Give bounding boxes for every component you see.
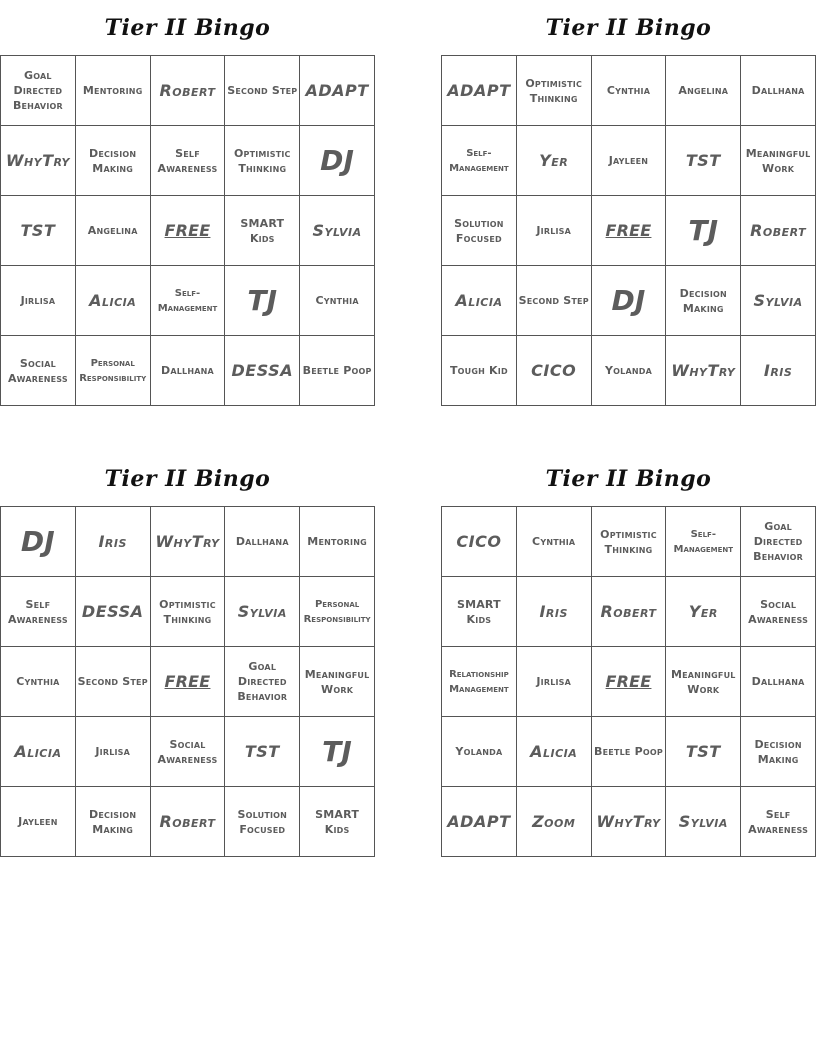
bingo-row — [1, 336, 375, 406]
bingo-cell: TST — [1, 196, 76, 266]
bingo-cell: Jirlisa — [516, 647, 591, 717]
bingo-cell: TST — [225, 717, 300, 787]
bingo-row — [442, 577, 816, 647]
bingo-cell: Dallhana — [741, 56, 816, 126]
bingo-cell: Cynthia — [1, 647, 76, 717]
bingo-cell: Robert — [150, 787, 225, 857]
bingo-cell: Meaningful Work — [741, 126, 816, 196]
bingo-cell: DESSA — [75, 577, 150, 647]
bingo-row — [442, 336, 816, 406]
bingo-card-2 — [441, 0, 816, 406]
bingo-cell: DESSA — [225, 336, 300, 406]
bingo-row — [1, 787, 375, 857]
bingo-cell: FREE — [591, 647, 666, 717]
bingo-cell: Relationship Management — [442, 647, 517, 717]
bingo-cell: Personal Responsibility — [300, 577, 375, 647]
bingo-cell: Optimistic Thinking — [225, 126, 300, 196]
bingo-cell: Robert — [741, 196, 816, 266]
bingo-cell: TJ — [225, 266, 300, 336]
bingo-cell: SMART Kids — [442, 577, 517, 647]
bingo-cell: FREE — [591, 196, 666, 266]
bingo-cell: Goal Directed Behavior — [1, 56, 76, 126]
bingo-cell: Self Awareness — [741, 787, 816, 857]
bingo-cell: Mentoring — [300, 507, 375, 577]
bingo-cell: Yolanda — [591, 336, 666, 406]
bingo-cell: Solution Focused — [225, 787, 300, 857]
bingo-cell: Iris — [516, 577, 591, 647]
bingo-cell: Optimistic Thinking — [150, 577, 225, 647]
bingo-row — [442, 717, 816, 787]
bingo-cell: Goal Directed Behavior — [741, 507, 816, 577]
bingo-row — [442, 56, 816, 126]
bingo-cell: Alicia — [442, 266, 517, 336]
bingo-cell: Iris — [741, 336, 816, 406]
bingo-cell: Second Step — [75, 647, 150, 717]
bingo-cell: Jirlisa — [516, 196, 591, 266]
bingo-cell: Social Awareness — [741, 577, 816, 647]
bingo-cell: Zoom — [516, 787, 591, 857]
bingo-cell: Tough Kid — [442, 336, 517, 406]
bingo-cell: Self Awareness — [150, 126, 225, 196]
bingo-cell: WhyTry — [666, 336, 741, 406]
bingo-cell: Decision Making — [75, 126, 150, 196]
bingo-cell: Robert — [150, 56, 225, 126]
bingo-row — [442, 196, 816, 266]
bingo-cell: Self-Management — [442, 126, 517, 196]
bingo-row — [1, 507, 375, 577]
bingo-cell: Dallhana — [225, 507, 300, 577]
bingo-cell: DJ — [300, 126, 375, 196]
bingo-cell: Decision Making — [741, 717, 816, 787]
card-title: Tier II Bingo — [545, 15, 712, 41]
bingo-cell: Goal Directed Behavior — [225, 647, 300, 717]
bingo-row — [442, 126, 816, 196]
bingo-cell: Beetle Poop — [591, 717, 666, 787]
bingo-card-1 — [0, 0, 375, 406]
bingo-grid — [441, 506, 816, 857]
bingo-cell: Solution Focused — [442, 196, 517, 266]
bingo-cell: Alicia — [75, 266, 150, 336]
bingo-cell: SMART Kids — [300, 787, 375, 857]
bingo-cell: Alicia — [516, 717, 591, 787]
bingo-grid — [0, 506, 375, 857]
bingo-cell: Self Awareness — [1, 577, 76, 647]
bingo-cell: Sylvia — [225, 577, 300, 647]
bingo-cell: Dallhana — [741, 647, 816, 717]
bingo-cell: Jayleen — [1, 787, 76, 857]
bingo-cell: Yer — [516, 126, 591, 196]
bingo-cell: Cynthia — [300, 266, 375, 336]
bingo-cell: WhyTry — [150, 507, 225, 577]
bingo-row — [442, 787, 816, 857]
bingo-cell: Social Awareness — [150, 717, 225, 787]
bingo-cell: Self-Management — [150, 266, 225, 336]
bingo-card-3 — [0, 451, 375, 857]
bingo-cell: DJ — [591, 266, 666, 336]
bingo-cell: Sylvia — [666, 787, 741, 857]
bingo-cell: Robert — [591, 577, 666, 647]
bingo-row — [1, 577, 375, 647]
bingo-cell: TJ — [666, 196, 741, 266]
bingo-cell: FREE — [150, 196, 225, 266]
card-title: Tier II Bingo — [104, 15, 271, 41]
bingo-cell: SMART Kids — [225, 196, 300, 266]
bingo-row — [1, 126, 375, 196]
bingo-grid — [441, 55, 816, 406]
bingo-cell: Meaningful Work — [666, 647, 741, 717]
bingo-cell: TST — [666, 126, 741, 196]
bingo-cell: CICO — [516, 336, 591, 406]
bingo-cell: Self-Management — [666, 507, 741, 577]
bingo-row — [1, 56, 375, 126]
bingo-cell: Meaningful Work — [300, 647, 375, 717]
bingo-cell: ADAPT — [442, 787, 517, 857]
bingo-cell: Angelina — [666, 56, 741, 126]
bingo-cell: Sylvia — [300, 196, 375, 266]
bingo-cell: Second Step — [225, 56, 300, 126]
bingo-cell: Cynthia — [591, 56, 666, 126]
bingo-row — [1, 647, 375, 717]
bingo-cell: Iris — [75, 507, 150, 577]
bingo-cell: Jirlisa — [75, 717, 150, 787]
bingo-cell: Jirlisa — [1, 266, 76, 336]
bingo-grid — [0, 55, 375, 406]
bingo-cell: Cynthia — [516, 507, 591, 577]
bingo-cell: Angelina — [75, 196, 150, 266]
bingo-cell: Second Step — [516, 266, 591, 336]
bingo-cell: Mentoring — [75, 56, 150, 126]
card-title: Tier II Bingo — [545, 466, 712, 492]
bingo-card-4 — [441, 451, 816, 857]
bingo-cell: Yolanda — [442, 717, 517, 787]
bingo-row — [1, 266, 375, 336]
bingo-cell: CICO — [442, 507, 517, 577]
bingo-cell: Yer — [666, 577, 741, 647]
bingo-cell: Social Awareness — [1, 336, 76, 406]
bingo-cell: ADAPT — [300, 56, 375, 126]
bingo-cell: Optimistic Thinking — [516, 56, 591, 126]
bingo-cell: Decision Making — [75, 787, 150, 857]
bingo-cell: TJ — [300, 717, 375, 787]
bingo-cell: WhyTry — [591, 787, 666, 857]
bingo-cell: DJ — [1, 507, 76, 577]
bingo-cell: ADAPT — [442, 56, 517, 126]
bingo-row — [442, 266, 816, 336]
bingo-cell: Dallhana — [150, 336, 225, 406]
bingo-cell: FREE — [150, 647, 225, 717]
bingo-cell: Optimistic Thinking — [591, 507, 666, 577]
bingo-cell: Alicia — [1, 717, 76, 787]
card-title: Tier II Bingo — [104, 466, 271, 492]
bingo-cell: Personal Responsibility — [75, 336, 150, 406]
bingo-row — [1, 717, 375, 787]
bingo-cell: Beetle Poop — [300, 336, 375, 406]
bingo-cell: TST — [666, 717, 741, 787]
bingo-cell: Sylvia — [741, 266, 816, 336]
bingo-row — [442, 507, 816, 577]
bingo-row — [1, 196, 375, 266]
bingo-row — [442, 647, 816, 717]
bingo-cell: Decision Making — [666, 266, 741, 336]
bingo-cell: WhyTry — [1, 126, 76, 196]
bingo-cell: Jayleen — [591, 126, 666, 196]
